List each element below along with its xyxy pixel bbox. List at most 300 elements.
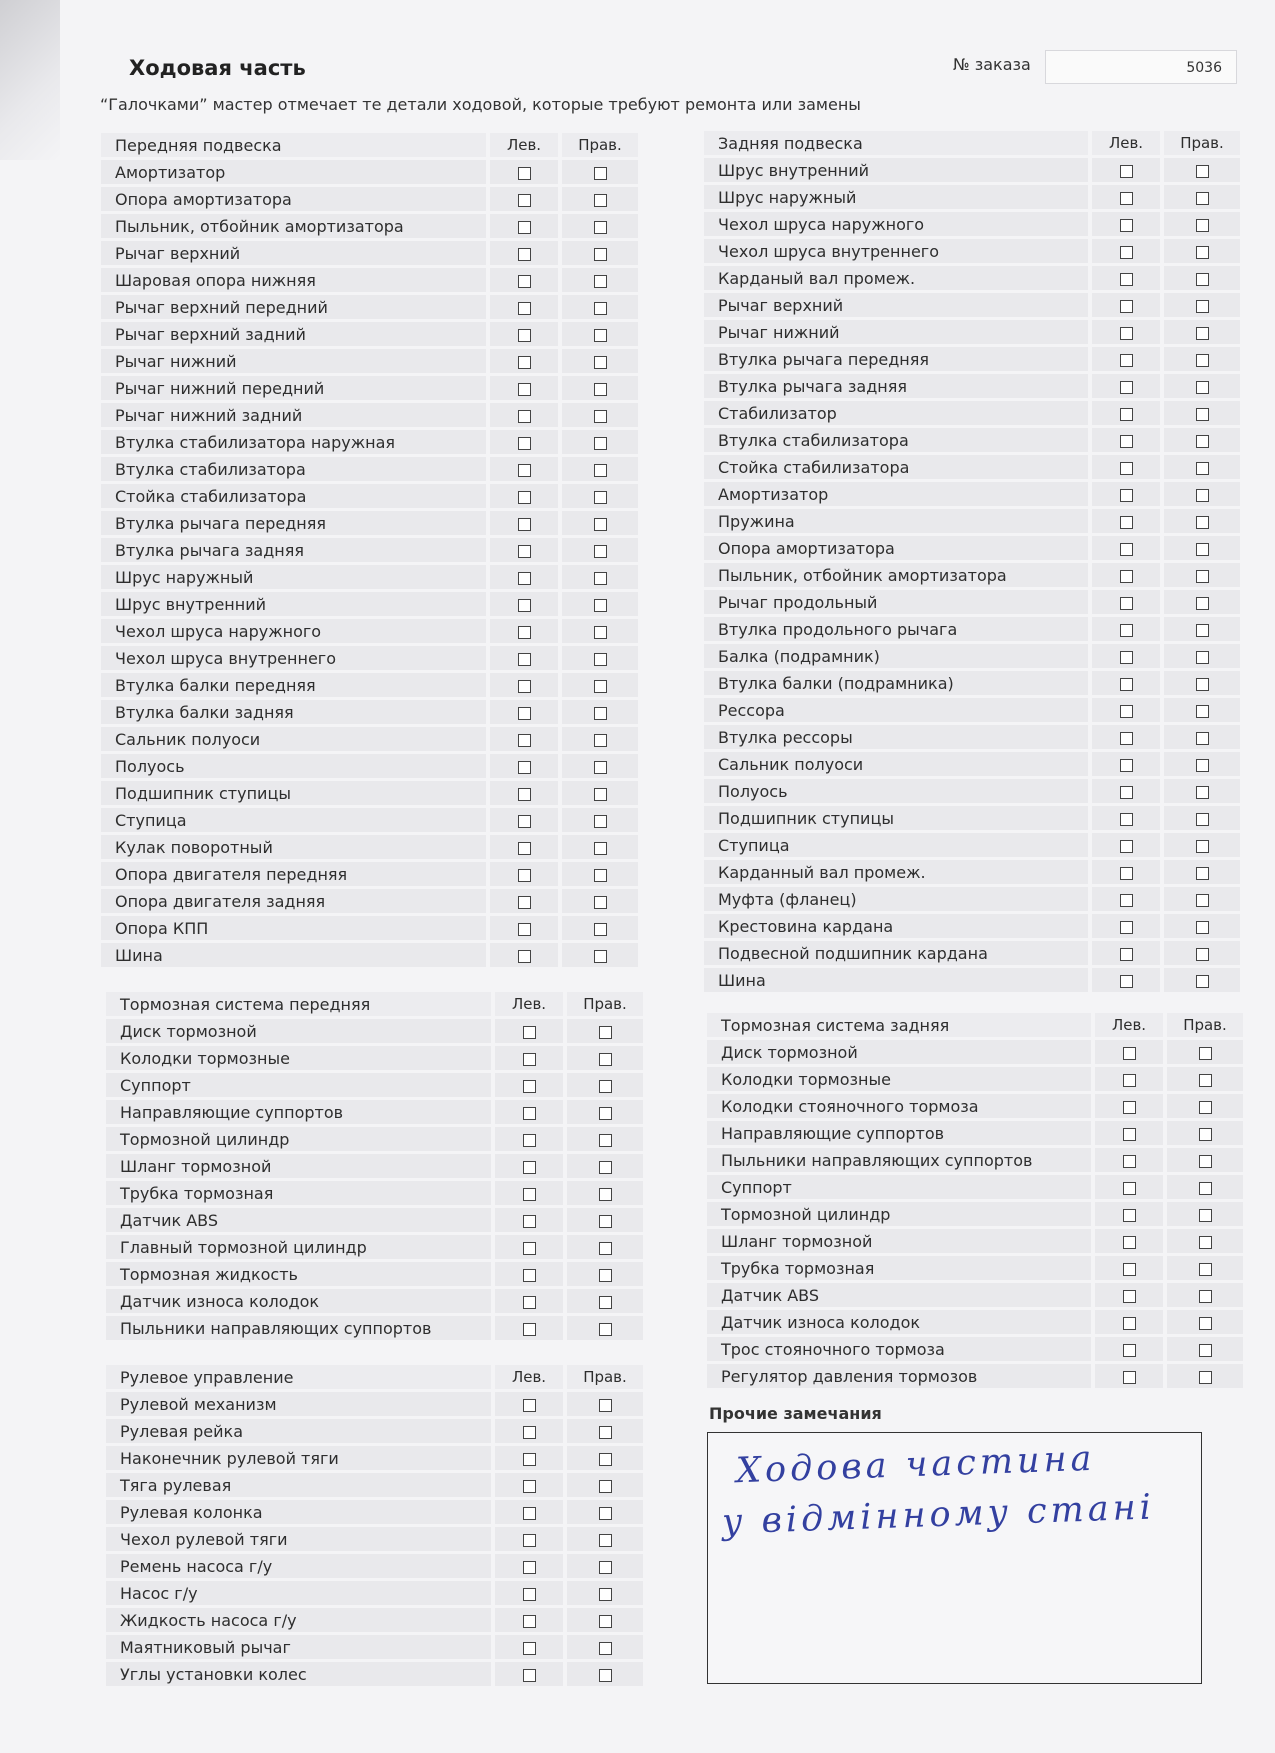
left-checkbox[interactable] (1120, 948, 1133, 961)
right-checkbox[interactable] (594, 248, 607, 261)
left-checkbox[interactable] (1120, 678, 1133, 691)
right-checkbox[interactable] (1196, 246, 1209, 259)
item-label: Втулка рычага задняя (101, 538, 490, 562)
checklist-row (101, 295, 638, 319)
right-checkbox[interactable] (594, 167, 607, 180)
right-checkbox[interactable] (1199, 1101, 1212, 1114)
right-checkbox[interactable] (1196, 543, 1209, 556)
left-checkbox[interactable] (1120, 354, 1133, 367)
column-left-label: Лев. (1092, 131, 1164, 155)
left-checkbox[interactable] (1123, 1317, 1136, 1330)
item-label: Жидкость насоса г/у (106, 1608, 495, 1632)
item-label: Шина (101, 943, 490, 967)
left-checkbox[interactable] (1120, 246, 1133, 259)
left-checkbox[interactable] (1120, 273, 1133, 286)
left-checkbox[interactable] (1123, 1128, 1136, 1141)
right-checkbox[interactable] (599, 1399, 612, 1412)
item-label: Направляющие суппортов (707, 1121, 1095, 1145)
checklist-row (704, 482, 1240, 506)
left-checkbox[interactable] (523, 1242, 536, 1255)
right-checkbox[interactable] (594, 680, 607, 693)
left-checkbox[interactable] (518, 653, 531, 666)
checklist-row (101, 754, 638, 778)
left-checkbox[interactable] (518, 356, 531, 369)
checklist-row (704, 185, 1240, 209)
item-label: Втулка рычага задняя (704, 374, 1092, 398)
right-checkbox[interactable] (594, 869, 607, 882)
left-checkbox[interactable] (523, 1323, 536, 1336)
right-checkbox[interactable] (594, 356, 607, 369)
rear-brakes-section (707, 1010, 1243, 1391)
item-label: Амортизатор (704, 482, 1092, 506)
left-checkbox[interactable] (518, 302, 531, 315)
right-checkbox[interactable] (599, 1242, 612, 1255)
right-checkbox[interactable] (1199, 1209, 1212, 1222)
left-checkbox[interactable] (1123, 1182, 1136, 1195)
left-checkbox[interactable] (1120, 327, 1133, 340)
checklist-row (704, 536, 1240, 560)
checklist-row (704, 212, 1240, 236)
right-checkbox[interactable] (1196, 435, 1209, 448)
right-checkbox[interactable] (1196, 165, 1209, 178)
left-checkbox[interactable] (1123, 1371, 1136, 1384)
right-checkbox[interactable] (594, 491, 607, 504)
right-checkbox[interactable] (599, 1615, 612, 1628)
left-checkbox[interactable] (1120, 192, 1133, 205)
left-checkbox[interactable] (1120, 516, 1133, 529)
right-checkbox[interactable] (599, 1642, 612, 1655)
left-checkbox[interactable] (523, 1026, 536, 1039)
right-checkbox[interactable] (1196, 489, 1209, 502)
right-checkbox[interactable] (1196, 219, 1209, 232)
left-checkbox[interactable] (1120, 840, 1133, 853)
left-checkbox[interactable] (1120, 921, 1133, 934)
right-checkbox[interactable] (594, 275, 607, 288)
right-checkbox[interactable] (594, 518, 607, 531)
right-checkbox[interactable] (1199, 1317, 1212, 1330)
item-label: Карданый вал промеж. (704, 266, 1092, 290)
item-label: Опора КПП (101, 916, 490, 940)
item-label: Тормозная жидкость (106, 1262, 495, 1286)
left-checkbox[interactable] (518, 680, 531, 693)
notes-box[interactable] (707, 1432, 1202, 1684)
checklist-row (704, 833, 1240, 857)
right-checkbox[interactable] (1196, 786, 1209, 799)
right-checkbox[interactable] (594, 464, 607, 477)
right-checkbox[interactable] (1196, 381, 1209, 394)
left-checkbox[interactable] (1123, 1047, 1136, 1060)
right-checkbox[interactable] (1199, 1074, 1212, 1087)
checklist-row (101, 403, 638, 427)
section-header (106, 992, 643, 1016)
left-checkbox[interactable] (518, 383, 531, 396)
checklist-row (704, 266, 1240, 290)
item-label: Муфта (фланец) (704, 887, 1092, 911)
rear-suspension-section (704, 128, 1240, 995)
page-title: Ходовая часть (129, 56, 306, 80)
column-right-label: Прав. (567, 1365, 643, 1389)
left-checkbox[interactable] (1120, 759, 1133, 772)
item-label: Рессора (704, 698, 1092, 722)
right-checkbox[interactable] (594, 842, 607, 855)
left-checkbox[interactable] (523, 1615, 536, 1628)
item-label: Углы установки колес (106, 1662, 495, 1686)
item-label: Втулка стабилизатора (101, 457, 490, 481)
right-checkbox[interactable] (1196, 516, 1209, 529)
checklist-row (101, 673, 638, 697)
left-checkbox[interactable] (523, 1642, 536, 1655)
item-label: Чехол шруса наружного (101, 619, 490, 643)
item-label: Чехол шруса внутреннего (101, 646, 490, 670)
item-label: Главный тормозной цилиндр (106, 1235, 495, 1259)
checklist-row (101, 538, 638, 562)
item-label: Шрус внутренний (101, 592, 490, 616)
left-checkbox[interactable] (1120, 651, 1133, 664)
left-checkbox[interactable] (518, 194, 531, 207)
front-brakes-section (106, 989, 643, 1343)
item-label: Колодки тормозные (106, 1046, 495, 1070)
right-checkbox[interactable] (1199, 1155, 1212, 1168)
left-checkbox[interactable] (523, 1399, 536, 1412)
left-checkbox[interactable] (523, 1296, 536, 1309)
left-checkbox[interactable] (518, 869, 531, 882)
item-label: Стабилизатор (704, 401, 1092, 425)
checklist-row (101, 592, 638, 616)
right-checkbox[interactable] (1196, 732, 1209, 745)
checklist-row (704, 563, 1240, 587)
left-checkbox[interactable] (523, 1507, 536, 1520)
right-checkbox[interactable] (594, 626, 607, 639)
right-checkbox[interactable] (599, 1507, 612, 1520)
left-checkbox[interactable] (1120, 786, 1133, 799)
item-label: Кулак поворотный (101, 835, 490, 859)
checklist-row (106, 1419, 643, 1443)
left-checkbox[interactable] (518, 761, 531, 774)
item-label: Рычаг нижний (704, 320, 1092, 344)
right-checkbox[interactable] (1199, 1236, 1212, 1249)
left-checkbox[interactable] (518, 491, 531, 504)
checklist-row (101, 160, 638, 184)
right-checkbox[interactable] (1196, 840, 1209, 853)
left-checkbox[interactable] (1120, 300, 1133, 313)
left-checkbox[interactable] (518, 599, 531, 612)
checklist-row (101, 511, 638, 535)
item-label: Колодки тормозные (707, 1067, 1095, 1091)
checklist-row (707, 1337, 1243, 1361)
right-checkbox[interactable] (594, 923, 607, 936)
left-checkbox[interactable] (1123, 1209, 1136, 1222)
checklist-row (707, 1148, 1243, 1172)
right-checkbox[interactable] (1196, 624, 1209, 637)
left-checkbox[interactable] (518, 923, 531, 936)
right-checkbox[interactable] (1196, 597, 1209, 610)
right-checkbox[interactable] (599, 1588, 612, 1601)
section-title: Тормозная система передняя (106, 992, 495, 1016)
left-checkbox[interactable] (518, 626, 531, 639)
checklist-row (101, 916, 638, 940)
right-checkbox[interactable] (1196, 678, 1209, 691)
right-checkbox[interactable] (594, 707, 607, 720)
left-checkbox[interactable] (523, 1107, 536, 1120)
item-label: Датчик износа колодок (106, 1289, 495, 1313)
left-checkbox[interactable] (518, 221, 531, 234)
checklist-row (707, 1067, 1243, 1091)
right-checkbox[interactable] (1199, 1263, 1212, 1276)
right-checkbox[interactable] (1196, 813, 1209, 826)
column-right-label: Прав. (567, 992, 643, 1016)
left-checkbox[interactable] (1120, 462, 1133, 475)
front-suspension-section (101, 130, 638, 970)
left-checkbox[interactable] (1120, 165, 1133, 178)
right-checkbox[interactable] (1196, 570, 1209, 583)
left-checkbox[interactable] (1120, 813, 1133, 826)
checklist-row (101, 187, 638, 211)
item-label: Втулка балки передняя (101, 673, 490, 697)
right-checkbox[interactable] (594, 410, 607, 423)
checklist-row (704, 671, 1240, 695)
left-checkbox[interactable] (523, 1134, 536, 1147)
item-label: Стойка стабилизатора (101, 484, 490, 508)
right-checkbox[interactable] (594, 788, 607, 801)
left-checkbox[interactable] (1120, 543, 1133, 556)
checklist-row (101, 214, 638, 238)
left-checkbox[interactable] (1120, 489, 1133, 502)
checklist-row (106, 1527, 643, 1551)
right-checkbox[interactable] (1196, 327, 1209, 340)
checklist-row (704, 914, 1240, 938)
right-checkbox[interactable] (1196, 192, 1209, 205)
left-checkbox[interactable] (1123, 1074, 1136, 1087)
right-checkbox[interactable] (599, 1561, 612, 1574)
right-checkbox[interactable] (599, 1053, 612, 1066)
checklist-row (101, 808, 638, 832)
right-checkbox[interactable] (594, 221, 607, 234)
right-checkbox[interactable] (599, 1134, 612, 1147)
left-checkbox[interactable] (523, 1453, 536, 1466)
checklist-row (101, 835, 638, 859)
left-checkbox[interactable] (1123, 1101, 1136, 1114)
checklist-row (106, 1046, 643, 1070)
right-checkbox[interactable] (594, 545, 607, 558)
right-checkbox[interactable] (599, 1215, 612, 1228)
left-checkbox[interactable] (1123, 1263, 1136, 1276)
left-checkbox[interactable] (518, 167, 531, 180)
left-checkbox[interactable] (1120, 570, 1133, 583)
left-checkbox[interactable] (523, 1215, 536, 1228)
checklist-row (704, 509, 1240, 533)
checklist-row (704, 941, 1240, 965)
right-checkbox[interactable] (1199, 1290, 1212, 1303)
checklist-row (101, 484, 638, 508)
checklist-row (106, 1100, 643, 1124)
item-label: Шина (704, 968, 1092, 992)
right-checkbox[interactable] (594, 653, 607, 666)
left-checkbox[interactable] (1120, 894, 1133, 907)
checklist-row (106, 1019, 643, 1043)
item-label: Пружина (704, 509, 1092, 533)
right-checkbox[interactable] (1199, 1128, 1212, 1141)
right-checkbox[interactable] (599, 1269, 612, 1282)
right-checkbox[interactable] (594, 329, 607, 342)
right-checkbox[interactable] (594, 896, 607, 909)
right-checkbox[interactable] (1196, 651, 1209, 664)
item-label: Пыльники направляющих суппортов (707, 1148, 1095, 1172)
item-label: Ступица (704, 833, 1092, 857)
right-checkbox[interactable] (599, 1480, 612, 1493)
checklist-row (704, 644, 1240, 668)
item-label: Чехол рулевой тяги (106, 1527, 495, 1551)
left-checkbox[interactable] (1120, 381, 1133, 394)
left-checkbox[interactable] (1123, 1344, 1136, 1357)
left-checkbox[interactable] (1120, 705, 1133, 718)
right-checkbox[interactable] (599, 1453, 612, 1466)
left-checkbox[interactable] (1120, 597, 1133, 610)
item-label: Тяга рулевая (106, 1473, 495, 1497)
right-checkbox[interactable] (1196, 948, 1209, 961)
right-checkbox[interactable] (1196, 354, 1209, 367)
checklist-row (707, 1094, 1243, 1118)
item-label: Ремень насоса г/у (106, 1554, 495, 1578)
left-checkbox[interactable] (518, 248, 531, 261)
left-checkbox[interactable] (1120, 624, 1133, 637)
left-checkbox[interactable] (518, 464, 531, 477)
left-checkbox[interactable] (518, 437, 531, 450)
right-checkbox[interactable] (594, 599, 607, 612)
left-checkbox[interactable] (1120, 867, 1133, 880)
checklist-row (704, 617, 1240, 641)
left-checkbox[interactable] (518, 545, 531, 558)
left-checkbox[interactable] (1120, 219, 1133, 232)
right-checkbox[interactable] (599, 1161, 612, 1174)
item-label: Крестовина кардана (704, 914, 1092, 938)
left-checkbox[interactable] (523, 1534, 536, 1547)
item-label: Рычаг верхний передний (101, 295, 490, 319)
right-checkbox[interactable] (594, 815, 607, 828)
item-label: Амортизатор (101, 160, 490, 184)
right-checkbox[interactable] (1196, 759, 1209, 772)
item-label: Полуось (704, 779, 1092, 803)
left-checkbox[interactable] (1123, 1290, 1136, 1303)
right-checkbox[interactable] (599, 1534, 612, 1547)
left-checkbox[interactable] (518, 707, 531, 720)
right-checkbox[interactable] (1196, 705, 1209, 718)
left-checkbox[interactable] (523, 1588, 536, 1601)
right-checkbox[interactable] (1196, 300, 1209, 313)
right-checkbox[interactable] (1196, 462, 1209, 475)
right-checkbox[interactable] (599, 1323, 612, 1336)
left-checkbox[interactable] (518, 572, 531, 585)
left-checkbox[interactable] (523, 1161, 536, 1174)
item-label: Сальник полуоси (704, 752, 1092, 776)
item-label: Шрус наружный (101, 565, 490, 589)
right-checkbox[interactable] (599, 1026, 612, 1039)
right-checkbox[interactable] (1199, 1182, 1212, 1195)
right-checkbox[interactable] (599, 1296, 612, 1309)
right-checkbox[interactable] (1196, 894, 1209, 907)
left-checkbox[interactable] (523, 1426, 536, 1439)
right-checkbox[interactable] (594, 572, 607, 585)
left-checkbox[interactable] (518, 950, 531, 963)
right-checkbox[interactable] (1196, 273, 1209, 286)
checklist-row (707, 1310, 1243, 1334)
right-checkbox[interactable] (1199, 1371, 1212, 1384)
right-checkbox[interactable] (599, 1669, 612, 1682)
right-checkbox[interactable] (1196, 921, 1209, 934)
left-checkbox[interactable] (1120, 435, 1133, 448)
order-number-field[interactable] (1045, 50, 1237, 84)
column-right-label: Прав. (1164, 131, 1240, 155)
right-checkbox[interactable] (594, 950, 607, 963)
checklist-row (704, 806, 1240, 830)
left-checkbox[interactable] (1120, 732, 1133, 745)
right-checkbox[interactable] (594, 734, 607, 747)
left-checkbox[interactable] (523, 1561, 536, 1574)
checklist-row (101, 565, 638, 589)
column-left-label: Лев. (1095, 1013, 1167, 1037)
steering-section (106, 1362, 643, 1689)
checklist-row (106, 1473, 643, 1497)
left-checkbox[interactable] (518, 410, 531, 423)
right-checkbox[interactable] (1199, 1047, 1212, 1060)
left-checkbox[interactable] (1120, 408, 1133, 421)
item-label: Пыльник, отбойник амортизатора (704, 563, 1092, 587)
left-checkbox[interactable] (523, 1080, 536, 1093)
left-checkbox[interactable] (518, 329, 531, 342)
right-checkbox[interactable] (1196, 975, 1209, 988)
right-checkbox[interactable] (599, 1188, 612, 1201)
right-checkbox[interactable] (1196, 408, 1209, 421)
right-checkbox[interactable] (594, 761, 607, 774)
left-checkbox[interactable] (1123, 1236, 1136, 1249)
checklist-row (106, 1127, 643, 1151)
left-checkbox[interactable] (523, 1188, 536, 1201)
item-label: Втулка рычага передняя (704, 347, 1092, 371)
left-checkbox[interactable] (518, 518, 531, 531)
right-checkbox[interactable] (599, 1426, 612, 1439)
left-checkbox[interactable] (518, 842, 531, 855)
left-checkbox[interactable] (1120, 975, 1133, 988)
right-checkbox[interactable] (599, 1107, 612, 1120)
checklist-row (101, 241, 638, 265)
checklist-row (101, 457, 638, 481)
right-checkbox[interactable] (594, 437, 607, 450)
left-checkbox[interactable] (1123, 1155, 1136, 1168)
right-checkbox[interactable] (594, 302, 607, 315)
item-label: Рычаг верхний (704, 293, 1092, 317)
right-checkbox[interactable] (599, 1080, 612, 1093)
right-checkbox[interactable] (1199, 1344, 1212, 1357)
checklist-row (101, 268, 638, 292)
item-label: Сальник полуоси (101, 727, 490, 751)
left-checkbox[interactable] (518, 815, 531, 828)
left-checkbox[interactable] (518, 734, 531, 747)
left-checkbox[interactable] (523, 1269, 536, 1282)
right-checkbox[interactable] (1196, 867, 1209, 880)
left-checkbox[interactable] (518, 275, 531, 288)
checklist-row (704, 239, 1240, 263)
right-checkbox[interactable] (594, 194, 607, 207)
right-checkbox[interactable] (594, 383, 607, 396)
checklist-row (704, 725, 1240, 749)
left-checkbox[interactable] (523, 1053, 536, 1066)
left-checkbox[interactable] (518, 896, 531, 909)
left-checkbox[interactable] (518, 788, 531, 801)
item-label: Тормозной цилиндр (707, 1202, 1095, 1226)
left-checkbox[interactable] (523, 1480, 536, 1493)
item-label: Наконечник рулевой тяги (106, 1446, 495, 1470)
left-checkbox[interactable] (523, 1669, 536, 1682)
column-left-label: Лев. (490, 133, 562, 157)
